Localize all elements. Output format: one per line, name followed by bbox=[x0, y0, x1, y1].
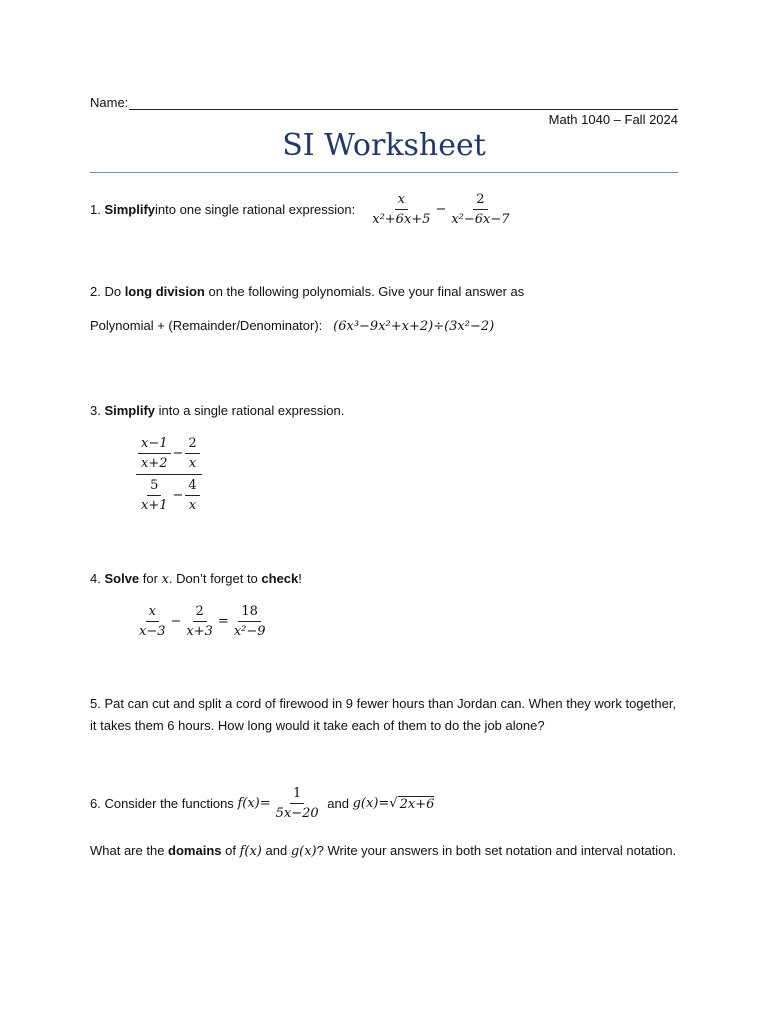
q3-complex-fraction bbox=[136, 436, 202, 513]
q6-g-radicand: 2x+6 bbox=[399, 796, 435, 812]
q4-text-3: ! bbox=[298, 571, 302, 586]
q1-fraction-1 bbox=[369, 192, 433, 227]
q3-bold: Simplify bbox=[104, 403, 156, 418]
q3-text: into a single rational expression. bbox=[155, 403, 345, 418]
q2-text: on the following polynomials. Give your final answer as bbox=[204, 284, 525, 299]
q4-equation bbox=[134, 604, 271, 639]
q6-fx: f(x) bbox=[239, 844, 262, 859]
q4-text-2: . Don’t forget to bbox=[168, 571, 262, 586]
q6-line2-b: of bbox=[221, 843, 240, 858]
q6-line2-c: and bbox=[261, 843, 291, 858]
q4-b-num: 2 bbox=[193, 604, 207, 622]
question-3 bbox=[90, 403, 344, 418]
q2-bold: long division bbox=[124, 284, 205, 299]
q6-f-label: f(x)= bbox=[237, 796, 271, 811]
q3-bottom-minus: − bbox=[172, 488, 184, 503]
q4-frac-b bbox=[183, 604, 216, 639]
q4-text-1: for bbox=[139, 571, 162, 586]
q2-prefix: 2. Do bbox=[90, 284, 125, 299]
q6-intro: 6. Consider the functions bbox=[90, 796, 234, 811]
q6-line2-a: What are the bbox=[90, 843, 169, 858]
question-5: 5. Pat can cut and split a cord of firewood in 9 fewer hours than Jordan can. When they work together, it takes them 6 hours. How long would it take each of them to do the job alone? bbox=[90, 696, 677, 733]
q4-c-den: x²−9 bbox=[233, 624, 266, 639]
q1-text: into one single rational expression: bbox=[155, 202, 356, 217]
q6-g-label: g(x)= bbox=[352, 796, 390, 811]
q6-f-fraction bbox=[273, 786, 322, 821]
q6-line2-bold: domains bbox=[168, 843, 222, 858]
q6-gx: g(x) bbox=[290, 844, 317, 859]
q3-main-fraction bbox=[136, 436, 202, 513]
q1-frac2-num: 2 bbox=[473, 192, 487, 210]
q3-bot-a-num: 5 bbox=[147, 478, 161, 496]
course-label: Math 1040 – Fall 2024 bbox=[548, 112, 678, 127]
q1-frac1-den: x²+6x+5 bbox=[372, 212, 431, 227]
q4-b-den: x+3 bbox=[186, 624, 213, 639]
name-blank-line[interactable] bbox=[129, 98, 678, 110]
q4-bold-solve: Solve bbox=[104, 571, 140, 586]
q3-bot-b-num: 4 bbox=[185, 478, 199, 496]
q4-minus: − bbox=[170, 614, 182, 629]
q4-variable: x bbox=[161, 572, 169, 587]
q3-bot-b-den: x bbox=[188, 498, 197, 513]
q6-f-num: 1 bbox=[290, 786, 304, 804]
q4-equals: = bbox=[217, 614, 229, 629]
q3-bottom-b bbox=[185, 478, 199, 513]
q1-bold: Simplify bbox=[104, 202, 156, 217]
name-label: Name: bbox=[90, 95, 129, 110]
q3-top-b bbox=[185, 436, 199, 471]
radical-icon: √ bbox=[389, 796, 398, 811]
q3-top-a-num: x−1 bbox=[138, 436, 171, 454]
q4-a-num: x bbox=[146, 604, 159, 622]
question-6 bbox=[90, 786, 434, 821]
q4-frac-a bbox=[136, 604, 169, 639]
question-2-line-1 bbox=[90, 284, 524, 299]
q3-bottom-a bbox=[138, 478, 171, 513]
q3-number: 3. bbox=[90, 403, 101, 418]
question-2-line-2 bbox=[90, 318, 494, 334]
q1-number: 1. bbox=[90, 202, 101, 217]
q3-top-minus: − bbox=[172, 446, 184, 461]
q2-expression: (6x³−9x²+x+2)÷(3x²−2) bbox=[333, 319, 495, 334]
q4-bold-check: check bbox=[261, 571, 299, 586]
q6-f-den: 5x−20 bbox=[275, 806, 319, 821]
q1-minus: − bbox=[435, 202, 447, 217]
page-title: SI Worksheet bbox=[282, 128, 486, 163]
q2-line2: Polynomial + (Remainder/Denominator): bbox=[90, 318, 323, 333]
q3-top-a bbox=[138, 436, 171, 471]
q1-frac2-den: x²−6x−7 bbox=[451, 212, 510, 227]
q6-and: and bbox=[323, 796, 353, 811]
q1-fraction-2 bbox=[448, 192, 512, 227]
title-divider bbox=[90, 172, 678, 173]
question-1 bbox=[90, 192, 515, 227]
q6-line2-d: ? Write your answers in both set notation and interval notation. bbox=[316, 843, 677, 858]
question-4 bbox=[90, 571, 302, 587]
name-row bbox=[90, 94, 678, 110]
q3-top-b-den: x bbox=[188, 456, 197, 471]
q4-frac-c bbox=[231, 604, 269, 639]
q3-top-b-num: 2 bbox=[185, 436, 199, 454]
q1-frac1-num: x bbox=[395, 192, 408, 210]
q4-c-num: 18 bbox=[238, 604, 261, 622]
q4-number: 4. bbox=[90, 571, 101, 586]
question-6-domains bbox=[90, 840, 680, 863]
q3-top-a-den: x+2 bbox=[141, 456, 168, 471]
q3-bot-a-den: x+1 bbox=[141, 498, 168, 513]
q4-a-den: x−3 bbox=[139, 624, 166, 639]
